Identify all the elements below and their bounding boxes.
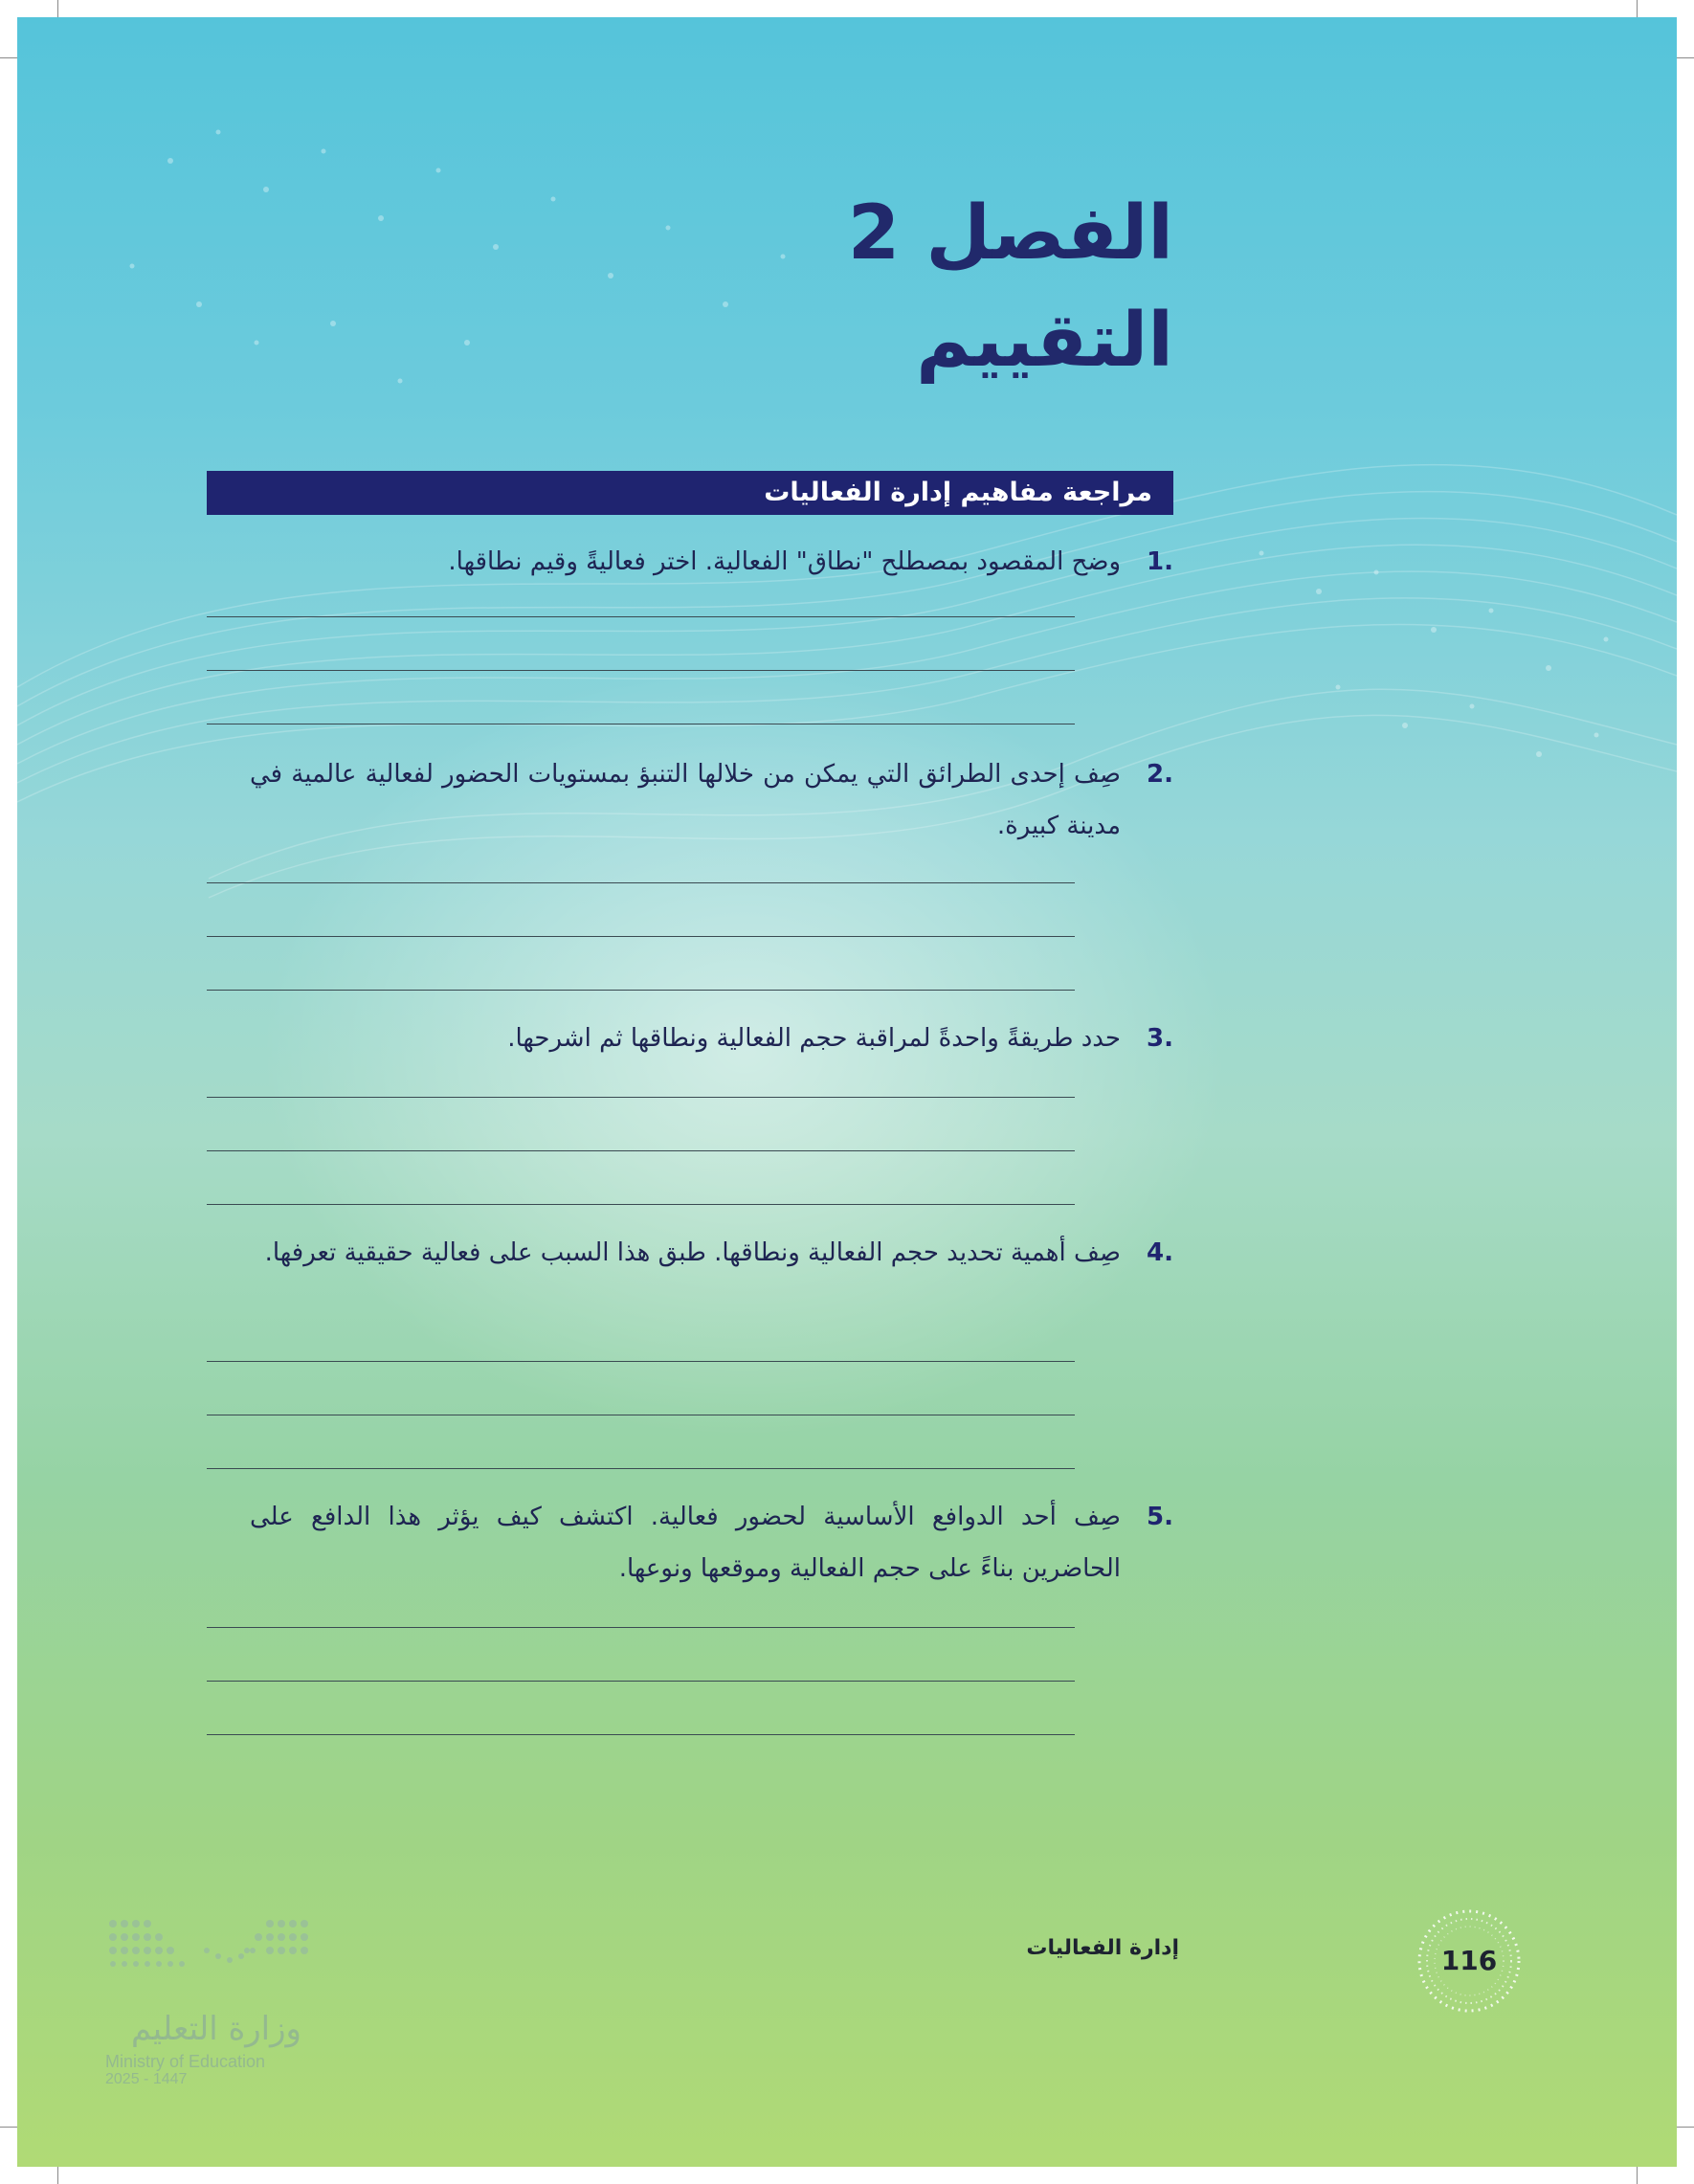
answer-line[interactable] xyxy=(207,1627,1075,1628)
ministry-years: 2025 - 1447 xyxy=(105,2071,188,2087)
question-text: صِف أهمية تحديد حجم الفعالية ونطاقها. طبق هذا السبب على فعالية حقيقية تعرفها. xyxy=(264,1238,1121,1267)
chapter-number: الفصل 2 xyxy=(847,190,1173,277)
question-text: حدد طريقةً واحدةً لمراقبة حجم الفعالية ونطاقها ثم اشرحها. xyxy=(507,1024,1121,1053)
ministry-name-ar: وزارة التعليم xyxy=(131,2010,301,2048)
answer-line[interactable] xyxy=(207,936,1075,937)
answer-line[interactable] xyxy=(207,616,1075,617)
worksheet-page xyxy=(17,17,1677,2167)
chapter-title xyxy=(687,180,1173,394)
question-3 xyxy=(207,1013,1173,1070)
question-number: .1 xyxy=(1147,547,1173,576)
question-text: وضح المقصود بمصطلح "نطاق" الفعالية. اختر فعاليةً وقيم نطاقها. xyxy=(448,547,1121,576)
question-number: .3 xyxy=(1147,1024,1173,1053)
question-number: .4 xyxy=(1147,1238,1173,1267)
chapter-subtitle: التقييم xyxy=(916,298,1173,384)
question-4 xyxy=(207,1227,1173,1332)
answer-line[interactable] xyxy=(207,1361,1075,1362)
question-text: صِف أحد الدوافع الأساسية لحضور فعالية. اكتشف كيف يؤثر هذا الدافع على الحاضرين بناءً على حجم الفعالية وموقعها ونوعها. xyxy=(250,1503,1121,1583)
answer-line[interactable] xyxy=(207,1204,1075,1205)
answer-line[interactable] xyxy=(207,882,1075,883)
answer-line[interactable] xyxy=(207,1097,1075,1098)
ministry-name-en: Ministry of Education xyxy=(105,2052,266,2071)
answer-line[interactable] xyxy=(207,1468,1075,1469)
question-5 xyxy=(207,1491,1173,1596)
answer-line[interactable] xyxy=(207,1681,1075,1682)
question-2 xyxy=(207,748,1173,854)
answer-line[interactable] xyxy=(207,990,1075,991)
answer-line[interactable] xyxy=(207,670,1075,671)
question-number: .5 xyxy=(1147,1503,1173,1531)
question-1 xyxy=(207,536,1173,593)
book-title: إدارة الفعاليات xyxy=(1026,1936,1179,1960)
answer-line[interactable] xyxy=(207,1734,1075,1735)
section-heading: مراجعة مفاهيم إدارة الفعاليات xyxy=(207,471,1173,515)
answer-line[interactable] xyxy=(207,1150,1075,1151)
question-number: .2 xyxy=(1147,760,1173,789)
ministry-logo xyxy=(101,1912,331,1979)
page-number: 116 xyxy=(1440,1945,1498,1976)
question-text: صِف إحدى الطرائق التي يمكن من خلالها التنبؤ بمستويات الحضور لفعالية عالمية في مدينة كبيرة. xyxy=(250,760,1121,840)
